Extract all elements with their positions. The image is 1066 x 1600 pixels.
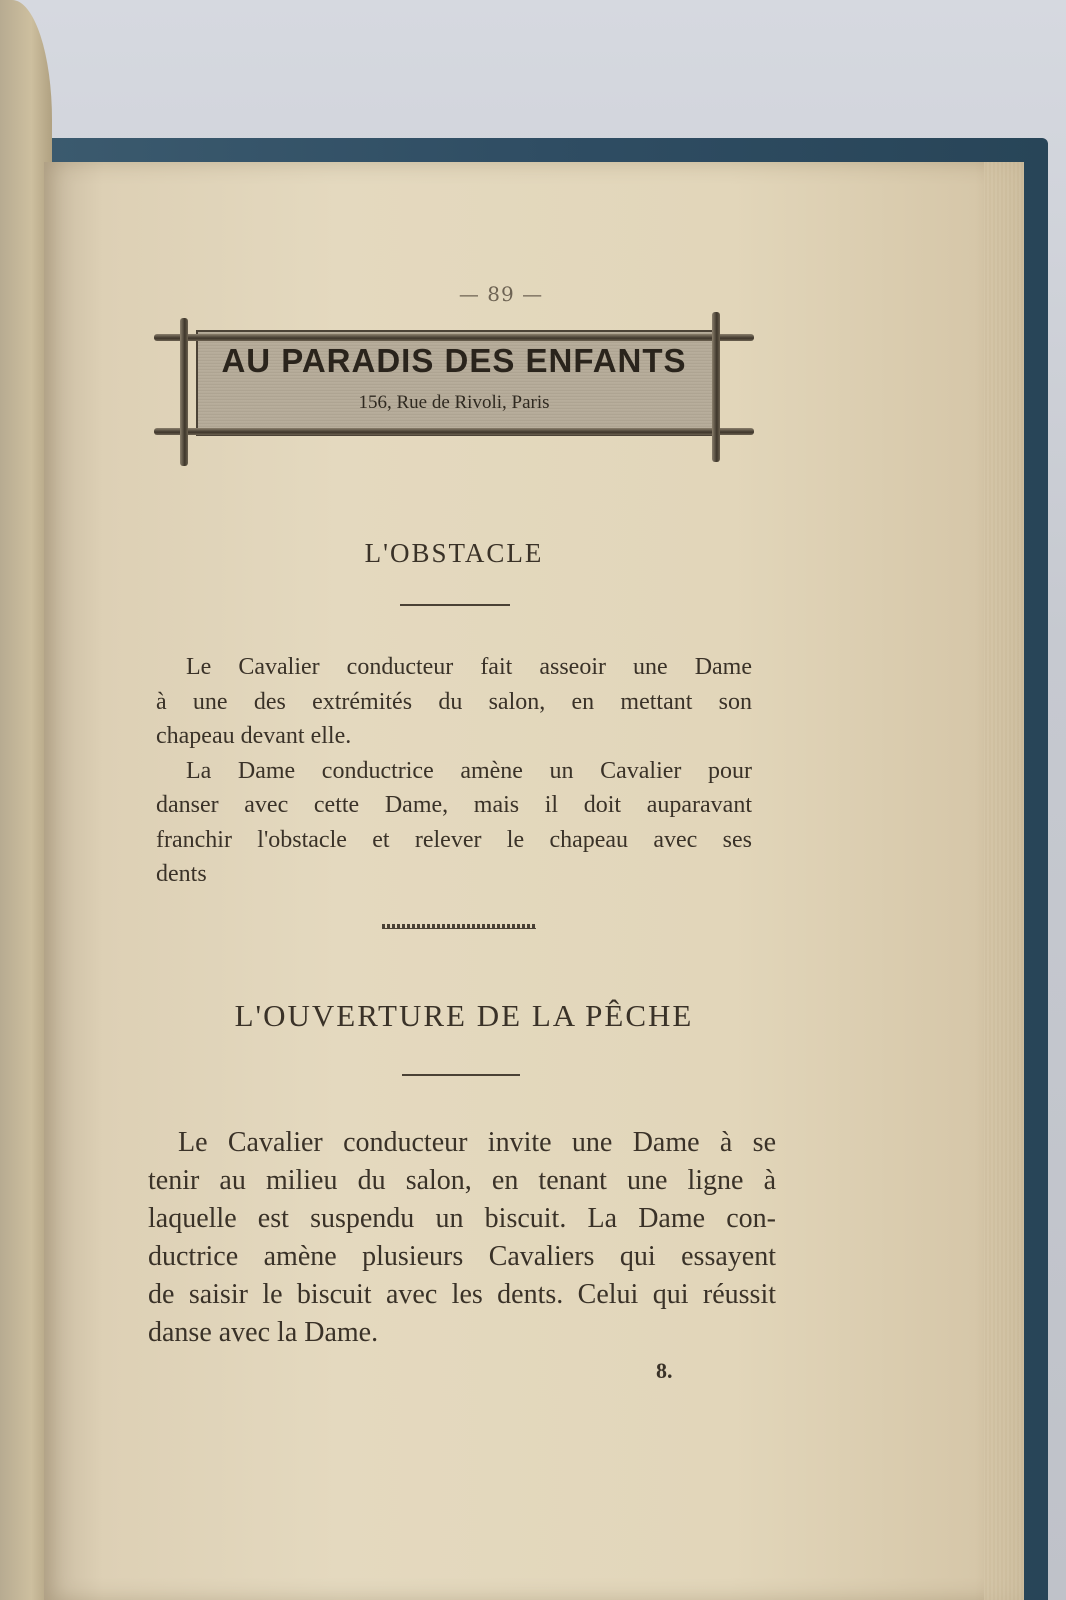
bamboo-right-post	[712, 312, 720, 462]
page-number: — 89 —	[458, 282, 544, 306]
text-line: ductrice amène plusieurs Cavaliers qui essayent	[148, 1241, 776, 1272]
section-rule-obstacle	[400, 604, 510, 606]
banner-address: 156, Rue de Rivoli, Paris	[358, 392, 550, 413]
section-text-obstacle	[156, 650, 752, 892]
text-line: tenir au milieu du salon, en tenant une ligne à	[148, 1165, 776, 1196]
text-line: danse avec la Dame.	[148, 1317, 379, 1348]
section-title-peche: L'OUVERTURE DE LA PÊCHE	[234, 998, 694, 1033]
ornamental-divider	[382, 924, 536, 929]
page-content	[44, 162, 1024, 1600]
banner-title: AU PARADIS DES ENFANTS	[221, 342, 687, 379]
text-line: laquelle est suspendu un biscuit. La Dame con-	[148, 1203, 776, 1234]
text-line: franchir l'obstacle et relever le chapeau avec ses	[156, 826, 752, 853]
bamboo-left-post	[180, 318, 188, 466]
text-line: dents	[156, 861, 207, 887]
advertisement-banner	[154, 312, 754, 472]
text-line: Le Cavalier conducteur fait asseoir une Dame	[186, 654, 752, 680]
text-line: chapeau devant elle.	[156, 723, 352, 749]
signature-mark: 8.	[656, 1358, 673, 1383]
text-line: danser avec cette Dame, mais il doit auparavant	[156, 792, 752, 818]
text-line: Le Cavalier conducteur invite une Dame à se	[178, 1127, 776, 1158]
bamboo-bottom-rail	[154, 428, 754, 435]
text-line: La Dame conductrice amène un Cavalier pour	[186, 757, 752, 784]
text-line: à une des extrémités du salon, en mettant son	[156, 688, 752, 715]
section-rule-peche	[402, 1074, 520, 1076]
text-line: de saisir le biscuit avec les dents. Celui qui réussit	[148, 1279, 776, 1310]
book-page	[44, 162, 1024, 1600]
section-text-peche	[148, 1124, 776, 1352]
bamboo-top-rail	[154, 334, 754, 341]
section-title-obstacle: L'OBSTACLE	[364, 538, 544, 568]
